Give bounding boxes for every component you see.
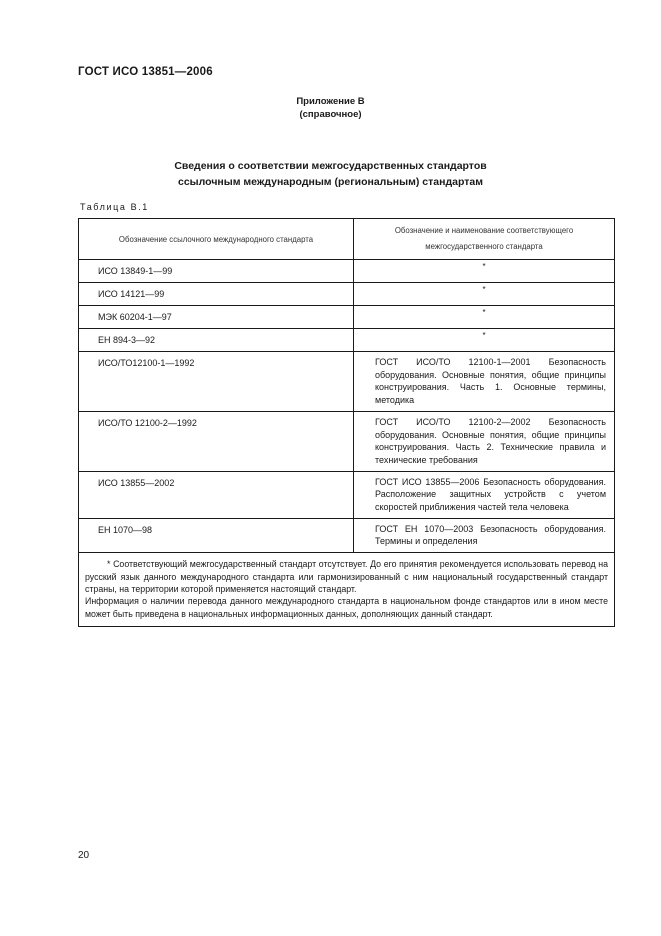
annex-heading bbox=[0, 95, 661, 121]
ref-standard: ЕН 894-3—92 bbox=[79, 329, 354, 352]
header-international-standard: Обозначение ссылочного международного стандарта bbox=[79, 219, 354, 260]
table-row bbox=[79, 329, 615, 352]
ref-standard: ИСО/ТО12100-1—1992 bbox=[79, 352, 354, 412]
section-title-line-1: Сведения о соответствии межгосударственных стандартов bbox=[174, 160, 487, 172]
table-row bbox=[79, 352, 615, 412]
section-title bbox=[0, 158, 661, 190]
ref-standard: ЕН 1070—98 bbox=[79, 518, 354, 552]
matching-standard: * bbox=[354, 329, 615, 352]
header-interstate-standard: Обозначение и наименование соответствующего межгосударственного стандарта bbox=[354, 219, 615, 260]
annex-type: (справочное) bbox=[299, 109, 362, 120]
table-footnote bbox=[79, 553, 615, 627]
matching-standard: * bbox=[354, 260, 615, 283]
table-row bbox=[79, 306, 615, 329]
table-note-row bbox=[79, 553, 615, 627]
ref-standard: ИСО 13855—2002 bbox=[79, 471, 354, 518]
matching-standard: * bbox=[354, 306, 615, 329]
section-title-line-2: ссылочным международным (региональным) стандартам bbox=[178, 176, 483, 188]
table-row bbox=[79, 260, 615, 283]
correspondence-table bbox=[78, 218, 615, 627]
annex-label: Приложение В bbox=[296, 96, 365, 107]
matching-standard: ГОСТ ИСО/ТО 12100-2—2002 Безопасность оборудования. Основные понятия, общие принципы конструирования. Часть 2. Технические правила и технические требования bbox=[354, 411, 615, 471]
ref-standard: ИСО 14121—99 bbox=[79, 283, 354, 306]
table-row bbox=[79, 518, 615, 552]
ref-standard: МЭК 60204-1—97 bbox=[79, 306, 354, 329]
page-number: 20 bbox=[78, 850, 90, 861]
table-caption: Таблица В.1 bbox=[80, 202, 149, 212]
table-row bbox=[79, 411, 615, 471]
table-row bbox=[79, 283, 615, 306]
matching-standard: ГОСТ ЕН 1070—2003 Безопасность оборудования. Термины и определения bbox=[354, 518, 615, 552]
document-code: ГОСТ ИСО 13851—2006 bbox=[78, 66, 213, 78]
table-header-row bbox=[79, 219, 615, 260]
matching-standard: ГОСТ ИСО 13855—2006 Безопасность оборудования. Расположение защитных устройств с учетом скоростей приближения частей тела человека bbox=[354, 471, 615, 518]
footnote-text: * Соответствующий межгосударственный стандарт отсутствует. До его принятия рекомендуется использовать перевод на русский язык данного международного стандарта или гармонизированный с ним национальный государственный стандарт страны, на территории которой применяется настоящий стандарт. bbox=[85, 559, 608, 594]
ref-standard: ИСО 13849-1—99 bbox=[79, 260, 354, 283]
matching-standard: ГОСТ ИСО/ТО 12100-1—2001 Безопасность оборудования. Основные понятия, общие принципы конструирования. Часть 1. Основные термины, методика bbox=[354, 352, 615, 412]
matching-standard: * bbox=[354, 283, 615, 306]
table-row bbox=[79, 471, 615, 518]
ref-standard: ИСО/ТО 12100-2—1992 bbox=[79, 411, 354, 471]
footnote-text: Информация о наличии перевода данного международного стандарта в национальном фонде стандартов или в ином месте может быть приведена в национальных информационных данных, дополняющих данный стандарт. bbox=[85, 596, 608, 619]
